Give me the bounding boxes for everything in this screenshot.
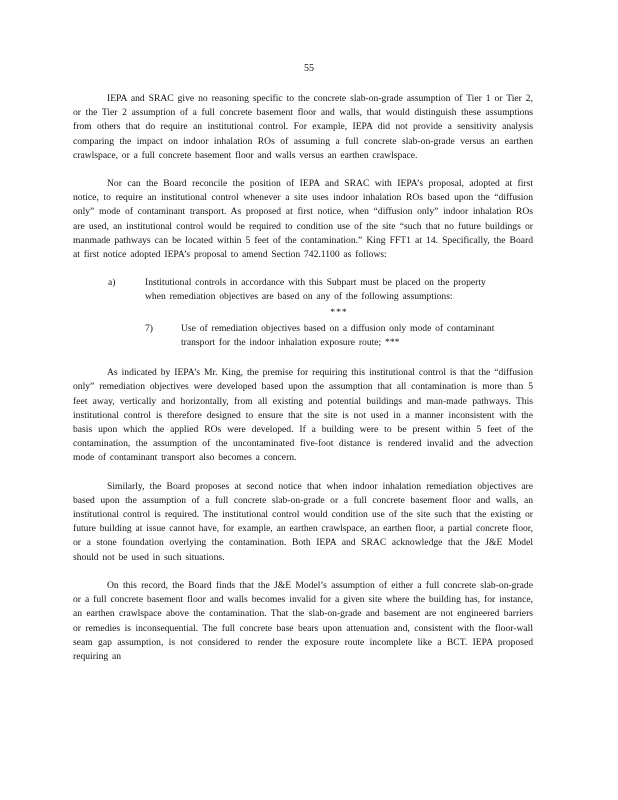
paragraph-diffusion-only-proposal: Nor can the Board reconcile the position of IEPA and SRAC with IEPA’s proposal, adopted at first notice, to require an institutional control whenever a site uses indoor inhalation ROs based upon the “diffusion only” mode of contaminant transport. As proposed at first notice, when “diffusion only” indoor inhalation ROs are used, an institutional control would be required to condition use of the site “such that no future buildings or manmade pathways can be located within 5 feet of the contamination.” King FFT1 at 14. Specifically, the Board at first notice adopted IEPA’s proposal to amend Section 742.1100 as follows:: [73, 178, 533, 261]
page-number: 55: [304, 63, 314, 74]
paragraph-king-premise: As indicated by IEPA’s Mr. King, the premise for requiring this institutional control is that the “diffusion only” remediation objectives were developed based upon the assumption that all contamination is more than 5 feet away, vertically and horizontally, from all existing and potential buildings and man-made pathways. This institutional control is therefore designed to ensure that the site is not used in a manner inconsistent with the basis upon which the applied ROs were developed. If a building were to be present within 5 feet of the contamination, the assumption of the uncontaminated five-foot distance is rendered invalid and the advection mode of contaminant transport also becomes a concern.: [73, 367, 533, 464]
paragraph-sensitivity-analysis: IEPA and SRAC give no reasoning specific to the concrete slab-on-grade assumption of Tier 1 or Tier 2, or the Tier 2 assumption of a full concrete basement floor and walls, that would distinguish these assumptions from others that do require an institutional control. For example, IEPA did not provide a sensitivity analysis comparing the impact on indoor inhalation ROs of assuming a full concrete slab-on-grade versus an earthen crawlspace, or a full concrete basement floor and walls versus an earthen crawlspace.: [73, 93, 533, 161]
quoted-rule-label: a): [108, 277, 116, 289]
omission-marker: ***: [330, 306, 348, 318]
paragraph-second-notice: Similarly, the Board proposes at second notice that when indoor inhalation remediation objectives are based upon the assumption of a full concrete slab-on-grade or a full concrete basement floor and walls, an institutional control is required. The institutional control would condition use of the site such that the existing or future building at issue cannot have, for example, an earthen crawlspace, an earthen floor, a partial concrete floor, or a stone foundation overlying the contamination. Both IEPA and SRAC acknowledge that the J&E Model should not be used in such situations.: [73, 480, 533, 563]
quoted-rule-block: [73, 276, 533, 350]
quoted-rule-item-a: [73, 276, 533, 304]
quoted-rule-subitem-text: Use of remediation objectives based on a diffusion only mode of contaminant transport for the indoor inhalation exposure route; ***: [181, 322, 495, 349]
quoted-rule-subitem-label: 7): [145, 322, 153, 334]
document-body: [73, 92, 533, 678]
paragraph-board-finding: On this record, the Board finds that the J&E Model’s assumption of either a full concrete slab-on-grade or a full concrete basement floor and walls becomes invalid for a given site where the building has, for instance, an earthen crawlspace above the contamination. That the slab-on-grade and basement are not engineered barriers or remedies is inconsequential. The full concrete base bears upon attenuation and, consistent with the floor-wall seam gap assumption, is not considered to render the exposure route incomplete like a BCT. IEPA proposed requiring an: [73, 579, 533, 662]
quoted-rule-text: Institutional controls in accordance with this Subpart must be placed on the property when remediation objectives are based on any of the following assumptions:: [145, 277, 486, 303]
quoted-rule-subitem-7: [73, 322, 533, 350]
